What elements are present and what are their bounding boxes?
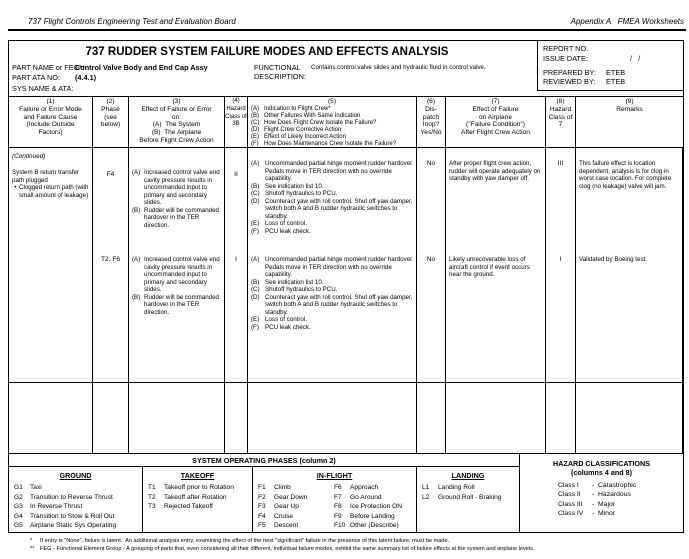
phase-item: T1 Takeoff prior to Rotation [148,484,234,491]
phase-item: T2 Takeoff after Rotation [148,493,227,501]
doc-header-right: Appendix A FMEA Worksheets [570,17,684,26]
col-header-7: (7) Effect of Failure on Airplane ("Failure Condition") After Flight Crew Action [446,97,546,147]
effect-list [131,256,222,316]
indication-item: (E) Loss of control. [251,220,307,227]
functional-description-value: Contains control valve slides and hydraulic fluid in control valve. [311,64,486,71]
failure-mode-entry [12,169,90,199]
indication-item: (A) Uncommanded partial hinge moment rudder hardover. Pedals move in TER direction with no override capability. [251,160,414,182]
col-header-6: (6) Dis- patch Inop? Yes/No [417,97,446,147]
phase-item: F9 Before Landing [334,512,395,520]
footnote-1 [30,538,449,544]
phase-item: F6 Approach [334,484,379,491]
phase-item: T3 Rejected Takeoff [148,503,213,511]
failure-mode-text: System B return transfer path plugged [12,169,80,184]
phase-item: F10 Other (Describe) [334,522,399,530]
part-ata-label: PART ATA NO: [12,73,60,82]
header-item: (C) How Does Flight Crew Isolate the Failure? [251,119,377,126]
header-item: (B) Other Failures With Same Indication [251,112,361,119]
hazard-class-value: I [235,256,237,263]
footnote-text: If entry is "None", failure is latent. An additional analysis entry, examining the effect of the next "significant" failure in the presence of this latent failure, must be made. [40,538,450,544]
phase-item: G4 Transition to Stow & Roll Out [14,512,115,520]
col-header-3: (3) Effect of Failure or Error on: (A) The System (B) The Airplane Before Flight Crew Action [129,97,225,147]
cell-indications [248,148,417,382]
issue-date-value: / / [630,54,641,63]
header-rule [8,29,686,31]
indication-item: (A) Uncommanded partial hinge moment rudder hardover. Pedals move in TER direction with no override capability. [251,256,414,278]
effect-list [131,169,222,229]
header-item: (E) Effect of Likely Incorrect Action [251,134,346,141]
phase-item: L1 Landing Roll [422,484,475,491]
prepared-by-label: PREPARED BY: [543,68,596,77]
functional-label-line1: FUNCTIONAL [254,63,301,72]
hazard-class-box [519,454,683,533]
hazard-item: Class II - Hazardous [558,491,631,499]
part-name-value: Control Valve Body and End Cap Assy [75,63,208,72]
effect-after-text: Likely unrecoverable loss of aircraft control if event occurs near the ground. [449,256,530,278]
failure-cause-text: Clogged return path (with small amount of leakage) [19,184,89,199]
phase-item: L2 Ground Roll - Braking [422,493,502,501]
phase-item: G2 Transition to Reverse Thrust [14,493,113,501]
phase-item: F1 Climb [258,484,291,491]
hazard-item: Class III - Major [558,500,615,508]
report-no-label: REPORT NO. [543,44,589,53]
phase-item: F3 Gear Up [258,503,299,511]
phase-value: F4 [106,171,115,178]
cell-dispatch [417,148,446,382]
table-body-row [9,148,683,382]
header-item: (F) How Does Maintenance Crew Isolate the Failure? [251,141,397,148]
phase-item: G5 Airplane Static Sys Operating [14,522,117,530]
indication-list [250,256,414,331]
phase-item: G3 In Reverse Thrust [14,503,83,511]
indication-item: (C) Shutoff hydraulics to PCU. [251,286,338,293]
hazard-class-value: III [557,160,564,167]
col-header-9: (9) Remarks [616,98,643,113]
phase-group-heading: IN-FLIGHT [316,471,353,480]
empty-row [9,382,683,453]
footnote-2 [30,546,534,552]
takeoff-box [143,467,253,533]
indication-item: (B) See indication list 10. [251,182,324,190]
report-box [537,41,683,91]
cell-hazard-3b [225,148,248,382]
remarks-text: Validated by Boeing test. [579,256,647,263]
dispatch-value: No [426,160,436,167]
phase-item: F7 Go Around [334,493,382,501]
hazard-class-value: I [559,256,562,263]
bullet-icon: • [14,184,17,191]
header-item: (A) Indication to Flight Crew* [251,105,331,112]
col-header-5: (5) (A) Indication to Flight Crew* (B) Other Failures With Same Indication (C) How Does Flight Crew Isolate the Failure? (D) Flight Crew Corrective Action (E) Effect of Likely Incorrect Action (F) How Does Maintenance Crew Isolate the Failure? [248,97,417,147]
table-header-row [9,96,683,148]
functional-label-line2: DESCRIPTION: [254,72,306,81]
effect-item: (B) Rudder will be commanded hardover in the TER direction. [132,206,219,229]
form-title: 737 RUDDER SYSTEM FAILURE MODES AND EFFECTS ANALYSIS [85,46,449,58]
part-name-label: PART NAME or FEG**: [12,63,88,72]
landing-box [417,467,519,533]
sys-name-label: SYS NAME & ATA: [12,84,74,93]
phases-title: SYSTEM OPERATING PHASES (column 2) [9,454,519,467]
inflight-box [253,467,417,533]
hazard-item: Class IV - Minor [558,510,615,518]
phase-item: G1 Taxi [14,484,42,491]
phase-item: F4 Cruise [258,512,294,520]
effect-item: (A) Increased control valve end cavity pressure results in uncommanded input to primary and secondary slides. [132,256,220,293]
effect-after-text: After proper flight crew action, rudder will operate adequately on standby with yaw damper off. [449,160,541,182]
indication-item: (B) See indication list 10. [251,278,324,286]
indication-item: (F) PCU leak check. [251,227,311,235]
cell-remarks [576,148,683,382]
hazard-subtitle: (columns 4 and 8) [570,468,633,477]
footnote-marker: * [30,538,33,544]
col-header-1: (1) Failure or Error Mode and Failure Cause (Include Outside Factors) [9,97,93,147]
indication-item: (C) Shutoff hydraulics to PCU. [251,190,338,197]
hazard-item: Class I - Catastrophic [558,482,637,489]
legend-section [9,453,683,532]
phase-item: F5 Descent [258,522,299,530]
remarks-text: This failure effect is location dependent, analysis is for clog in worst case location. For complete clog (no leakage) valve will jam. [579,160,672,190]
indication-list [250,160,414,235]
doc-header-left: 737 Flight Controls Engineering Test and Evaluation Board [28,17,236,26]
cell-effect [129,148,225,382]
part-ata-value: (4.4.1) [75,73,97,82]
phase-value: T2, F6 [100,256,121,263]
cell-effect-after [446,148,546,382]
hazard-title: HAZARD CLASSIFICATIONS [553,459,650,468]
phase-group-heading: TAKEOFF [180,471,215,480]
reviewed-by-value: ETEB [606,77,626,86]
indication-item: (E) Loss of control. [251,316,307,323]
cell-phase [93,148,129,382]
col-header-8: (8) Hazard Class of 7 [546,97,576,147]
col-header-4: (4) Hazard Class of 3B [225,97,248,147]
indication-item: (D) Counteract yaw with roll control. Shut off yaw damper, switch both A and B rudder hydraulic switches to standby. [251,197,413,220]
indication-item: (F) PCU leak check. [251,323,311,331]
cell-failure-mode [9,148,93,382]
ground-box [9,467,143,533]
col-header-2: (2) Phase (see below) [93,97,129,147]
footnote-marker: ** [30,546,35,552]
footnote-text: FEG - Functional Element Group - A grouping of parts that, even considering all their different, individual failure modes, exhibit the same summary list of failure effects at the system and airplane levels. [40,546,535,552]
prepared-by-value: ETEB [606,68,626,77]
phase-group-heading: GROUND [59,471,92,480]
effect-item: (B) Rudder will be commanded hardover in the TER direction. [132,293,219,316]
cell-hazard-7 [546,148,576,382]
dispatch-value: No [426,256,436,263]
indication-item: (D) Counteract yaw with roll control. Shut off yaw damper, switch both A and B rudder hydraulic switches to standby. [251,293,413,316]
effect-item: (A) Increased control valve end cavity pressure results in uncommanded input to primary and secondary slides. [132,169,220,206]
header-item: (D) Flight Crew Corrective Action [251,127,342,134]
hazard-class-value: II [234,171,238,178]
reviewed-by-label: REVIEWED BY: [543,77,596,86]
continued-note: (Continued) [12,153,46,160]
issue-date-label: ISSUE DATE: [543,54,588,63]
phase-item: F8 Ice Protection ON [334,503,403,511]
failure-cause-row [12,184,90,199]
phase-item: F2 Gear Down [258,493,308,501]
phase-group-heading: LANDING [451,471,485,480]
fmea-form [8,40,684,533]
